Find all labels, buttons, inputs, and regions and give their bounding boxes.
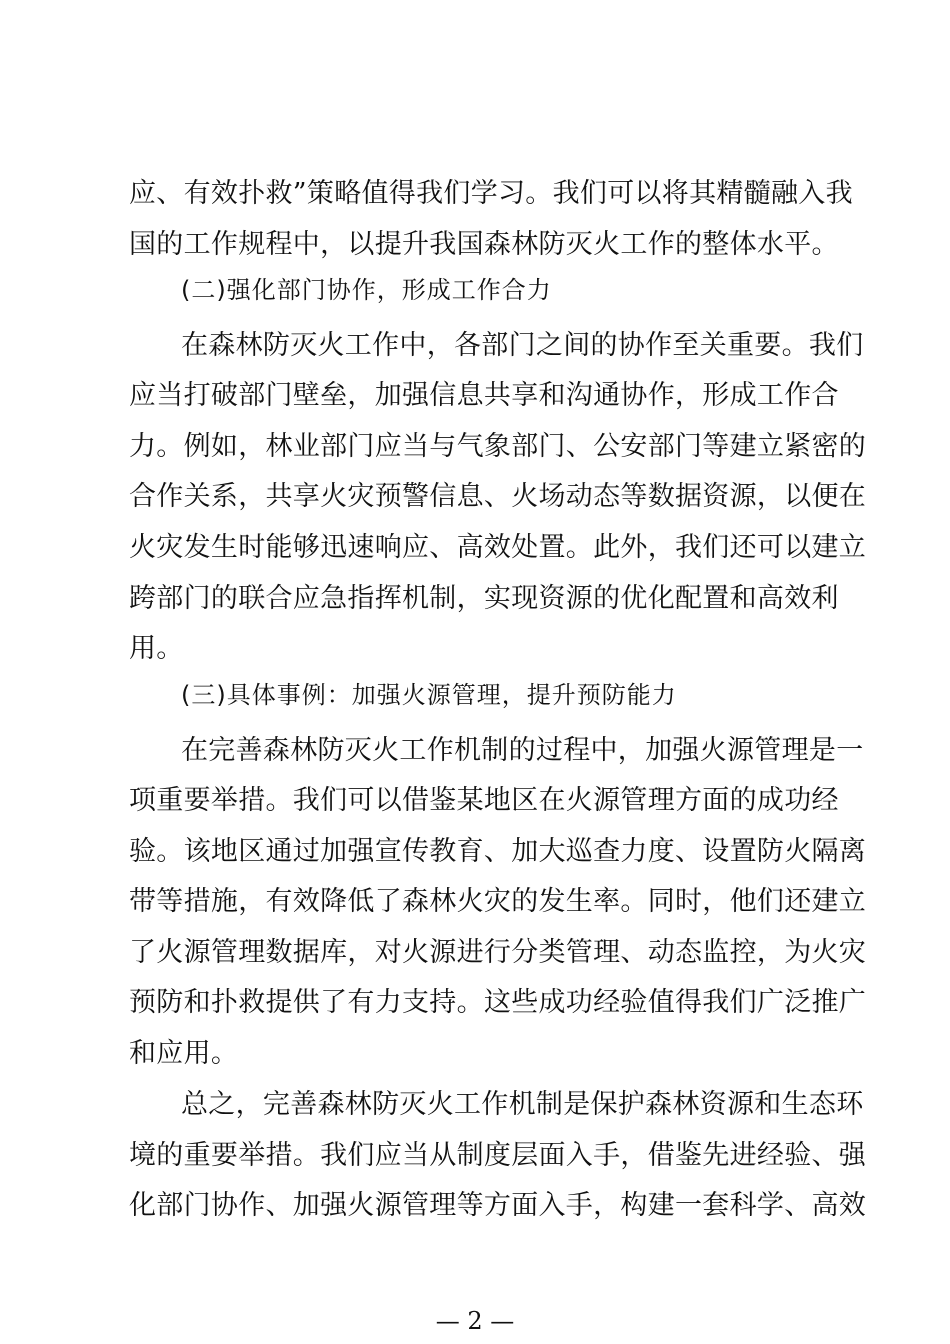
- body-text-line: 预防和扑救提供了有力支持。这些成功经验值得我们广泛推广: [129, 987, 867, 1018]
- section-heading-2: (二)强化部门协作，形成工作合力: [181, 276, 552, 304]
- body-text-line: 境的重要举措。我们应当从制度层面入手，借鉴先进经验、强: [129, 1140, 867, 1171]
- page-number: — 2 —: [435, 1307, 515, 1335]
- body-text-line: 合作关系，共享火灾预警信息、火场动态等数据资源，以便在: [129, 481, 867, 512]
- body-text-line: 应当打破部门壁垒，加强信息共享和沟通协作，形成工作合: [129, 380, 839, 411]
- body-text-line: 应、有效扑救”策略值得我们学习。我们可以将其精髓融入我: [129, 178, 853, 209]
- body-text-line: 化部门协作、加强火源管理等方面入手，构建一套科学、高效: [129, 1190, 867, 1221]
- body-text-line: 了火源管理数据库，对火源进行分类管理、动态监控，为火灾: [129, 937, 867, 968]
- paragraph-start: 在森林防灭火工作中，各部门之间的协作至关重要。我们: [181, 330, 864, 361]
- body-text-line: 项重要举措。我们可以借鉴某地区在火源管理方面的成功经: [129, 785, 839, 816]
- body-text-line: 火灾发生时能够迅速响应、高效处置。此外，我们还可以建立: [129, 532, 867, 563]
- section-heading-3: (三)具体事例：加强火源管理，提升预防能力: [181, 681, 677, 709]
- body-text-line: 跨部门的联合应急指挥机制，实现资源的优化配置和高效利: [129, 583, 839, 614]
- paragraph-start: 在完善森林防灭火工作机制的过程中，加强火源管理是一: [181, 735, 864, 766]
- body-text-line: 国的工作规程中，以提升我国森林防灭火工作的整体水平。: [129, 229, 839, 260]
- paragraph-start: 总之，完善森林防灭火工作机制是保护森林资源和生态环: [181, 1089, 864, 1120]
- body-text-line: 力。例如，林业部门应当与气象部门、公安部门等建立紧密的: [129, 431, 867, 462]
- body-text-line: 带等措施，有效降低了森林火灾的发生率。同时，他们还建立: [129, 886, 867, 917]
- body-text-line: 用。: [129, 633, 184, 664]
- body-text-line: 和应用。: [129, 1038, 239, 1069]
- body-text-line: 验。该地区通过加强宣传教育、加大巡查力度、设置防火隔离: [129, 836, 867, 867]
